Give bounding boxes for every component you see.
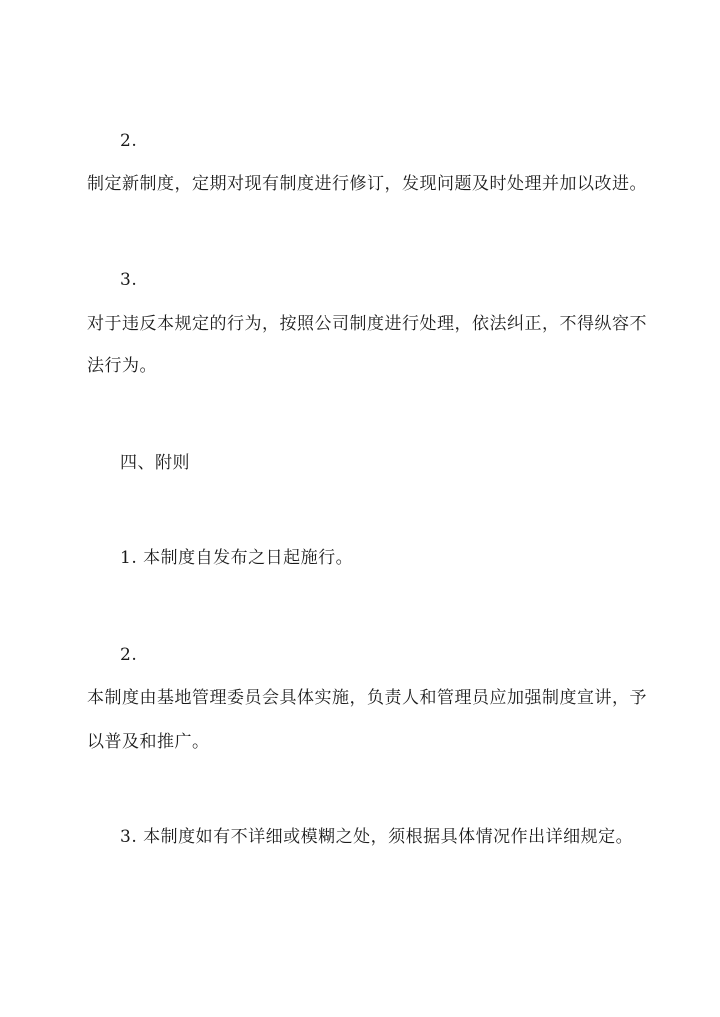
item-number: 2. — [120, 131, 138, 151]
item-text-line: 对于违反本规定的行为，按照公司制度进行处理，依法纠正，不得纵容不 — [87, 314, 647, 334]
item-number: 3. — [120, 270, 138, 290]
item-text-line: 以普及和推广。 — [87, 732, 210, 752]
item-number: 2. — [120, 645, 138, 665]
appendix-item: 1. 本制度自发布之日起施行。 — [120, 548, 354, 568]
appendix-item: 3. 本制度如有不详细或模糊之处，须根据具体情况作出详细规定。 — [120, 827, 634, 847]
item-text-line: 本制度由基地管理委员会具体实施，负责人和管理员应加强制度宣讲，予 — [87, 688, 647, 708]
item-text-line: 法行为。 — [87, 356, 157, 376]
section-heading: 四、附则 — [120, 453, 190, 473]
item-text-line: 制定新制度，定期对现有制度进行修订，发现问题及时处理并加以改进。 — [87, 174, 647, 194]
